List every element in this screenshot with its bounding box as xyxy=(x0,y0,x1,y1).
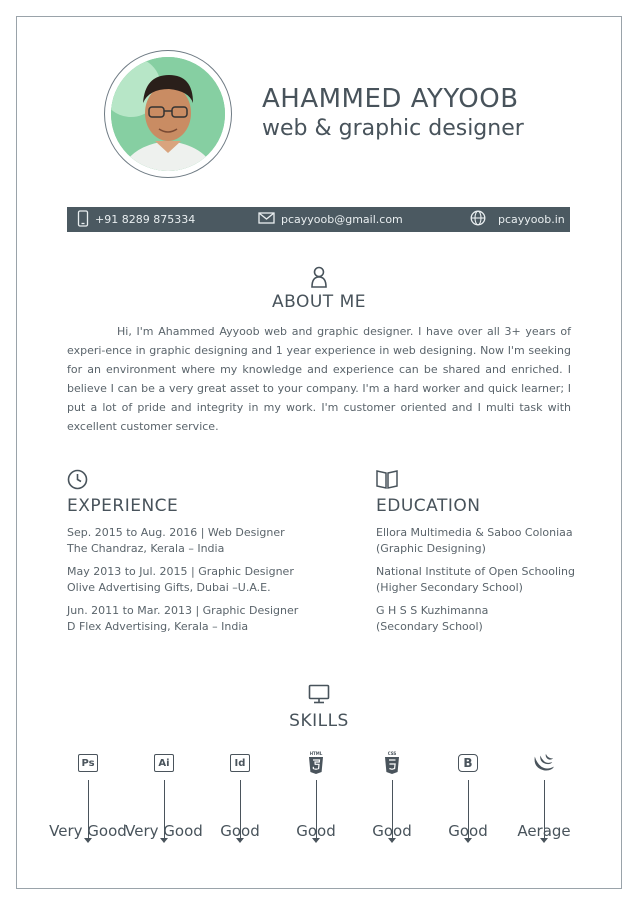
education-item: G H S S Kuzhimanna (Secondary School) xyxy=(376,604,489,633)
email-text[interactable]: pcayyoob@gmail.com xyxy=(281,213,403,226)
css3-icon xyxy=(381,752,403,774)
envelope-icon xyxy=(258,212,275,227)
book-icon xyxy=(376,469,398,493)
svg-text:CSS: CSS xyxy=(387,751,397,756)
education-item: National Institute of Open Schooling (Higher Secondary School) xyxy=(376,565,576,594)
illustrator-icon: Ai xyxy=(153,752,175,774)
skill-level: Very Good xyxy=(125,822,203,840)
experience-item: Sep. 2015 to Aug. 2016 | Web Designer The Chandraz, Kerala – India xyxy=(67,526,285,555)
contact-phone xyxy=(77,207,195,232)
monitor-icon xyxy=(308,684,330,708)
contact-website xyxy=(470,207,565,232)
experience-item: May 2013 to Jul. 2015 | Graphic Designer Olive Advertising Gifts, Dubai –U.A.E. xyxy=(67,565,294,594)
about-title: ABOUT ME xyxy=(271,292,366,312)
svg-text:HTML: HTML xyxy=(309,751,323,756)
indesign-icon: Id xyxy=(229,752,251,774)
candidate-name: AHAMMED AYYOOB xyxy=(262,84,519,114)
skill-level: Very Good xyxy=(49,822,127,840)
contact-bar xyxy=(67,207,570,232)
skill-level: Good xyxy=(448,822,488,840)
person-icon xyxy=(310,266,328,292)
candidate-title: web & graphic designer xyxy=(262,116,524,141)
skill-level: Aerage xyxy=(517,822,571,840)
html5-icon xyxy=(305,752,327,774)
about-text: Hi, I'm Ahammed Ayyoob web and graphic designer. I have over all 3+ years of experi-ence in graphic designing and 1 year experience in web designing. Now I'm seeking for an environment where my knowledge and experience can be shared and enriched. I believe I can be a very great asset to your company. I'm a hard worker and quick learner; I put a lot of pride and integrity in my work. I'm customer oriented and I multi task with excellent customer service. xyxy=(67,325,571,433)
phone-icon xyxy=(77,210,89,230)
jquery-icon xyxy=(533,752,555,774)
profile-photo xyxy=(111,57,225,171)
globe-icon xyxy=(470,210,486,229)
skill-level: Good xyxy=(220,822,260,840)
bootstrap-icon: B xyxy=(457,752,479,774)
education-item: Ellora Multimedia & Saboo Coloniaa (Graphic Designing) xyxy=(376,526,573,555)
clock-icon xyxy=(67,469,88,494)
photoshop-icon: Ps xyxy=(77,752,99,774)
website-text[interactable]: pcayyoob.in xyxy=(498,213,565,226)
skill-level: Good xyxy=(296,822,336,840)
experience-title: EXPERIENCE xyxy=(67,496,179,516)
experience-item: Jun. 2011 to Mar. 2013 | Graphic Designer D Flex Advertising, Kerala – India xyxy=(67,604,299,633)
contact-email xyxy=(258,207,403,232)
skills-title: SKILLS xyxy=(289,711,349,731)
skill-level: Good xyxy=(372,822,412,840)
education-title: EDUCATION xyxy=(376,496,481,516)
phone-text: +91 8289 875334 xyxy=(95,213,196,226)
